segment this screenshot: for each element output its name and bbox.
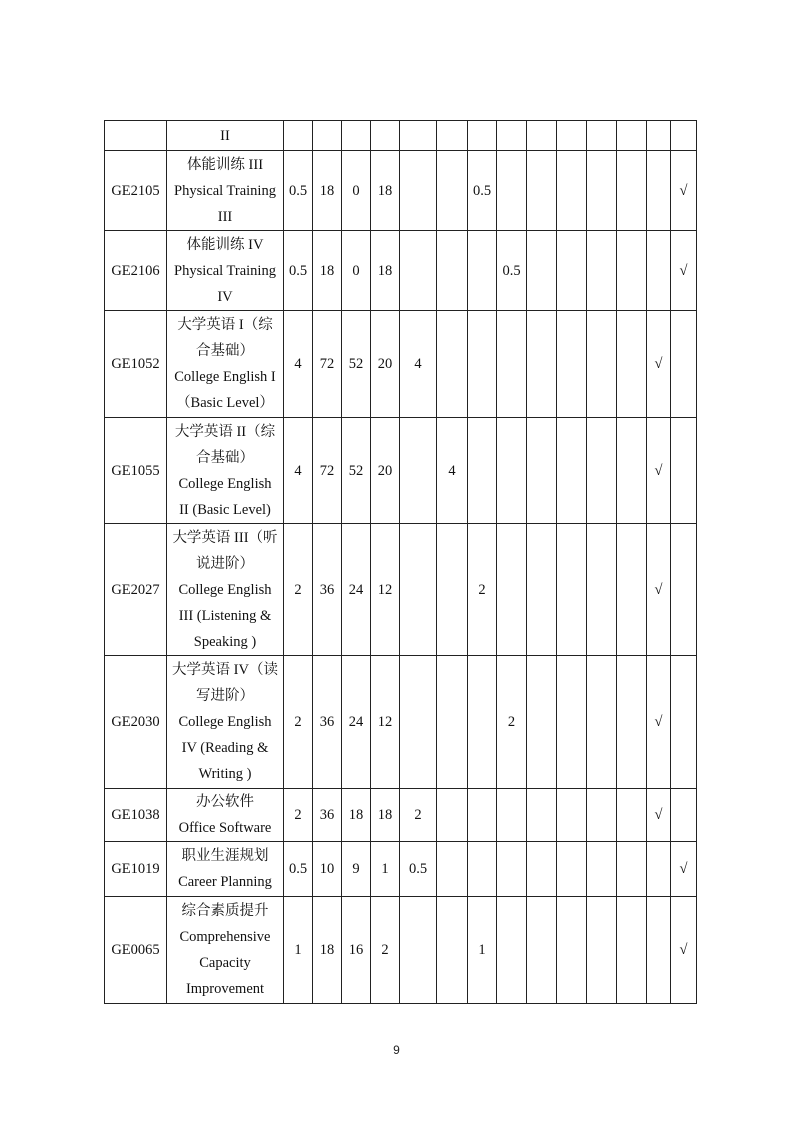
semester-4-cell: [497, 121, 527, 151]
course-name-line: 合基础）: [196, 449, 254, 466]
semester-4-cell: 0.5: [497, 231, 527, 311]
semester-6-cell: [557, 842, 587, 897]
semester-8-cell: [617, 789, 647, 842]
theory-hours-cell: 52: [342, 418, 371, 524]
course-code: GE1019: [105, 842, 167, 897]
table-row: [105, 231, 697, 311]
credits-cell: 2: [284, 656, 313, 789]
check-column-a: [647, 842, 671, 897]
semester-1-cell: 4: [400, 311, 437, 418]
semester-7-cell: [587, 311, 617, 418]
course-name: [167, 789, 284, 842]
course-name-line: Physical Training: [174, 262, 276, 279]
practice-hours-cell: 12: [371, 524, 400, 656]
check-column-b: [671, 789, 697, 842]
check-column-b: √: [671, 151, 697, 231]
semester-2-cell: [437, 789, 468, 842]
course-code: GE0065: [105, 897, 167, 1004]
semester-5-cell: [527, 311, 557, 418]
course-name: [167, 656, 284, 789]
course-name-line: III (Listening &: [178, 607, 272, 624]
semester-3-cell: [468, 789, 497, 842]
total-hours-cell: 36: [313, 656, 342, 789]
semester-1-cell: [400, 656, 437, 789]
semester-8-cell: [617, 524, 647, 656]
check-column-b: [671, 418, 697, 524]
credits-cell: 4: [284, 311, 313, 418]
course-name-line: 大学英语 III（听: [172, 529, 278, 546]
course-code: GE1052: [105, 311, 167, 418]
credits-cell: 0.5: [284, 842, 313, 897]
course-name: [167, 842, 284, 897]
check-column-b: √: [671, 842, 697, 897]
check-column-a: √: [647, 524, 671, 656]
credits-cell: 0.5: [284, 151, 313, 231]
check-column-b: √: [671, 231, 697, 311]
semester-3-cell: 1: [468, 897, 497, 1004]
course-code: GE1055: [105, 418, 167, 524]
semester-2-cell: [437, 842, 468, 897]
check-column-a: √: [647, 311, 671, 418]
semester-7-cell: [587, 656, 617, 789]
course-name-line: Office Software: [178, 820, 272, 836]
practice-hours-cell: 12: [371, 656, 400, 789]
course-code: [105, 121, 167, 151]
course-name-line: 合基础）: [196, 343, 254, 359]
semester-5-cell: [527, 656, 557, 789]
semester-7-cell: [587, 897, 617, 1004]
semester-6-cell: [557, 524, 587, 656]
semester-4-cell: [497, 524, 527, 656]
course-name-line: 大学英语 I（综: [177, 317, 273, 333]
semester-2-cell: [437, 151, 468, 231]
check-column-a: √: [647, 418, 671, 524]
course-name-line: College English I: [174, 369, 276, 385]
total-hours-cell: 36: [313, 524, 342, 656]
semester-5-cell: [527, 418, 557, 524]
semester-1-cell: [400, 151, 437, 231]
practice-hours-cell: 1: [371, 842, 400, 897]
credits-cell: [284, 121, 313, 151]
semester-6-cell: [557, 656, 587, 789]
theory-hours-cell: [342, 121, 371, 151]
total-hours-cell: 72: [313, 311, 342, 418]
page-number: 9: [393, 1043, 400, 1057]
course-name-line: IV (Reading &: [181, 740, 269, 756]
course-name: [167, 121, 284, 151]
theory-hours-cell: 0: [342, 231, 371, 311]
course-name: [167, 231, 284, 311]
semester-3-cell: [468, 121, 497, 151]
semester-2-cell: [437, 121, 468, 151]
table-row: [105, 151, 697, 231]
semester-4-cell: [497, 897, 527, 1004]
semester-4-cell: [497, 842, 527, 897]
course-name: [167, 418, 284, 524]
check-column-b: √: [671, 897, 697, 1004]
semester-2-cell: [437, 524, 468, 656]
course-name: [167, 151, 284, 231]
semester-3-cell: 0.5: [468, 151, 497, 231]
practice-hours-cell: 18: [371, 151, 400, 231]
course-name-line: 大学英语 IV（读: [172, 662, 278, 678]
course-name-line: Writing ): [198, 766, 252, 782]
course-code: GE2105: [105, 151, 167, 231]
course-name-line: 办公软件: [196, 794, 254, 810]
table-row: [105, 121, 697, 151]
semester-3-cell: [468, 418, 497, 524]
course-code: GE2027: [105, 524, 167, 656]
practice-hours-cell: 20: [371, 311, 400, 418]
semester-8-cell: [617, 311, 647, 418]
course-name-line: College English: [178, 475, 272, 492]
semester-4-cell: [497, 311, 527, 418]
semester-2-cell: [437, 897, 468, 1004]
course-name-line: 说进阶）: [196, 555, 254, 572]
semester-6-cell: [557, 789, 587, 842]
table-row: [105, 524, 697, 656]
credits-cell: 1: [284, 897, 313, 1004]
course-name-line: Improvement: [185, 981, 265, 997]
course-name-line: College English: [178, 581, 272, 598]
check-column-b: [671, 656, 697, 789]
semester-4-cell: [497, 789, 527, 842]
course-name: [167, 524, 284, 656]
semester-7-cell: [587, 789, 617, 842]
theory-hours-cell: 18: [342, 789, 371, 842]
table-row: [105, 418, 697, 524]
semester-7-cell: [587, 151, 617, 231]
semester-4-cell: [497, 151, 527, 231]
semester-1-cell: 2: [400, 789, 437, 842]
semester-2-cell: 4: [437, 418, 468, 524]
course-name-line: II: [220, 127, 230, 144]
total-hours-cell: 18: [313, 231, 342, 311]
semester-5-cell: [527, 897, 557, 1004]
semester-1-cell: [400, 897, 437, 1004]
table-row: [105, 789, 697, 842]
semester-7-cell: [587, 121, 617, 151]
semester-3-cell: [468, 656, 497, 789]
table-row: [105, 311, 697, 418]
credits-cell: 4: [284, 418, 313, 524]
check-column-b: [671, 121, 697, 151]
semester-5-cell: [527, 524, 557, 656]
course-name-line: III: [217, 208, 233, 225]
semester-8-cell: [617, 231, 647, 311]
semester-7-cell: [587, 842, 617, 897]
total-hours-cell: 36: [313, 789, 342, 842]
course-name: [167, 311, 284, 418]
course-code: GE2030: [105, 656, 167, 789]
course-name-line: IV: [217, 288, 233, 305]
total-hours-cell: 18: [313, 897, 342, 1004]
course-name-line: II (Basic Level): [179, 501, 271, 518]
semester-5-cell: [527, 121, 557, 151]
course-name-line: 体能训练 III: [186, 156, 264, 173]
practice-hours-cell: 2: [371, 897, 400, 1004]
semester-3-cell: [468, 231, 497, 311]
course-name-line: 大学英语 II（综: [174, 423, 276, 440]
practice-hours-cell: 20: [371, 418, 400, 524]
theory-hours-cell: 24: [342, 656, 371, 789]
semester-4-cell: 2: [497, 656, 527, 789]
theory-hours-cell: 9: [342, 842, 371, 897]
total-hours-cell: 10: [313, 842, 342, 897]
theory-hours-cell: 0: [342, 151, 371, 231]
course-code: GE2106: [105, 231, 167, 311]
semester-2-cell: [437, 231, 468, 311]
theory-hours-cell: 16: [342, 897, 371, 1004]
course-name-line: （Basic Level）: [176, 395, 274, 411]
course-name-line: Speaking ): [193, 633, 257, 650]
table-row: [105, 842, 697, 897]
semester-2-cell: [437, 656, 468, 789]
semester-7-cell: [587, 418, 617, 524]
check-column-a: [647, 121, 671, 151]
semester-7-cell: [587, 524, 617, 656]
semester-1-cell: [400, 231, 437, 311]
practice-hours-cell: [371, 121, 400, 151]
semester-1-cell: 0.5: [400, 842, 437, 897]
table-body: [105, 121, 697, 1004]
course-name-line: Comprehensive: [179, 929, 271, 945]
course-name-line: College English: [178, 714, 272, 730]
semester-5-cell: [527, 842, 557, 897]
total-hours-cell: [313, 121, 342, 151]
course-name: [167, 897, 284, 1004]
check-column-a: [647, 231, 671, 311]
credits-cell: 2: [284, 789, 313, 842]
check-column-b: [671, 311, 697, 418]
semester-8-cell: [617, 656, 647, 789]
semester-6-cell: [557, 311, 587, 418]
semester-8-cell: [617, 842, 647, 897]
course-name-line: 职业生涯规划: [181, 848, 269, 864]
course-name-line: 体能训练 IV: [186, 236, 264, 253]
semester-5-cell: [527, 789, 557, 842]
semester-6-cell: [557, 121, 587, 151]
course-name-line: Capacity: [199, 955, 251, 971]
table-row: [105, 897, 697, 1004]
semester-6-cell: [557, 418, 587, 524]
practice-hours-cell: 18: [371, 231, 400, 311]
semester-3-cell: 2: [468, 524, 497, 656]
course-name-line: Career Planning: [178, 874, 272, 890]
semester-4-cell: [497, 418, 527, 524]
course-code: GE1038: [105, 789, 167, 842]
semester-7-cell: [587, 231, 617, 311]
semester-5-cell: [527, 231, 557, 311]
check-column-a: √: [647, 789, 671, 842]
semester-3-cell: [468, 842, 497, 897]
semester-8-cell: [617, 151, 647, 231]
theory-hours-cell: 24: [342, 524, 371, 656]
semester-1-cell: [400, 121, 437, 151]
semester-8-cell: [617, 121, 647, 151]
credits-cell: 2: [284, 524, 313, 656]
check-column-a: [647, 151, 671, 231]
theory-hours-cell: 52: [342, 311, 371, 418]
course-name-line: 写进阶）: [196, 688, 254, 704]
semester-6-cell: [557, 231, 587, 311]
check-column-b: [671, 524, 697, 656]
semester-1-cell: [400, 418, 437, 524]
table-row: [105, 656, 697, 789]
semester-8-cell: [617, 418, 647, 524]
total-hours-cell: 72: [313, 418, 342, 524]
semester-5-cell: [527, 151, 557, 231]
check-column-a: √: [647, 656, 671, 789]
semester-6-cell: [557, 151, 587, 231]
course-table: [104, 120, 697, 1004]
course-name-line: Physical Training: [174, 182, 276, 199]
check-column-a: [647, 897, 671, 1004]
semester-6-cell: [557, 897, 587, 1004]
course-name-line: 综合素质提升: [181, 903, 269, 919]
semester-8-cell: [617, 897, 647, 1004]
practice-hours-cell: 18: [371, 789, 400, 842]
semester-1-cell: [400, 524, 437, 656]
credits-cell: 0.5: [284, 231, 313, 311]
semester-3-cell: [468, 311, 497, 418]
semester-2-cell: [437, 311, 468, 418]
total-hours-cell: 18: [313, 151, 342, 231]
